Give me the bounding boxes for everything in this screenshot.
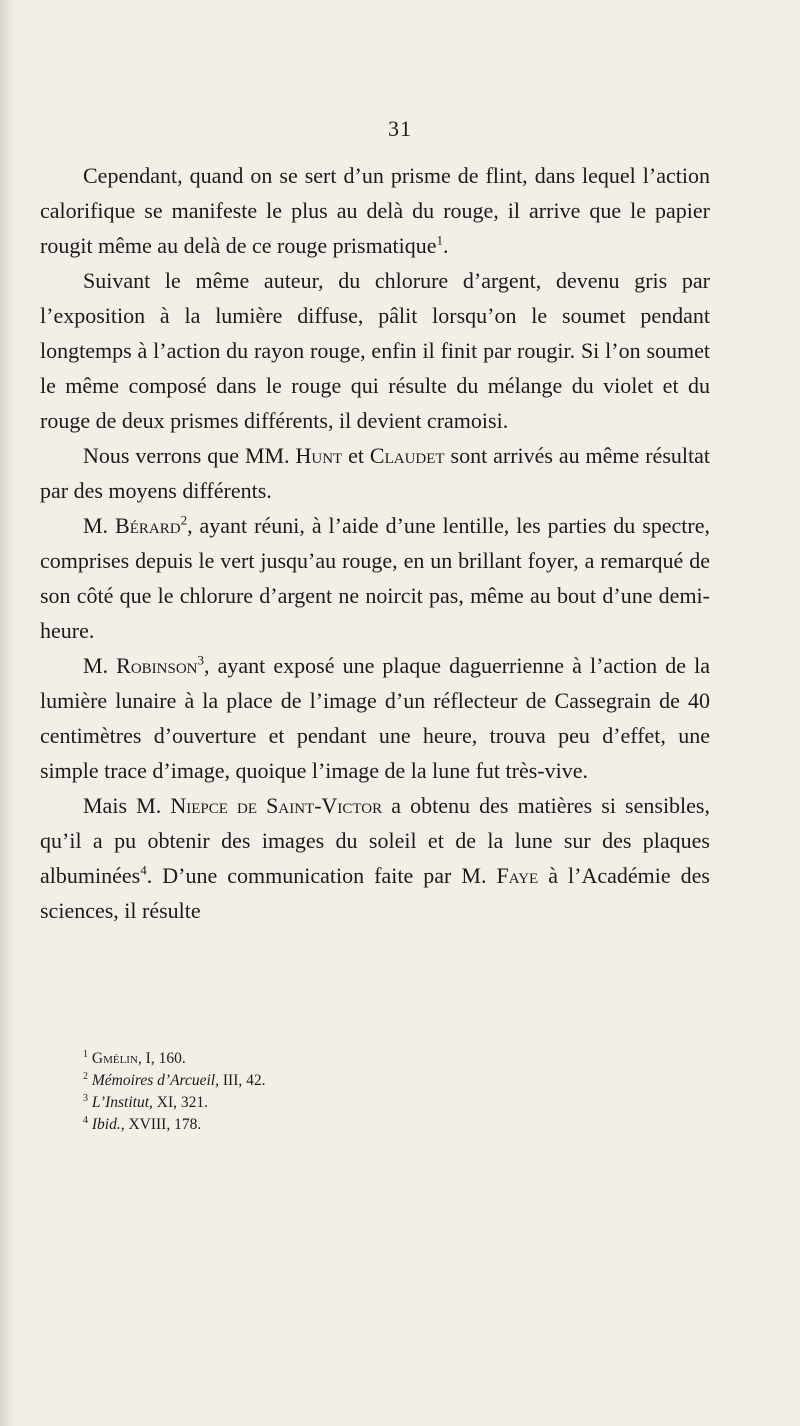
footnote-marker: 1: [436, 232, 443, 248]
footnote-marker: 4: [83, 1114, 88, 1126]
footnote-marker: 1: [83, 1048, 88, 1060]
author-name: Gmélin: [91, 1050, 138, 1067]
author-name: Claudet: [369, 443, 445, 468]
footnote: [83, 1048, 683, 1070]
paragraph: [40, 158, 710, 263]
author-name: Robinson: [116, 653, 198, 678]
text-run: , XVIII, 178.: [120, 1116, 202, 1133]
footnote-marker: 2: [180, 512, 188, 528]
footnote-marker: 3: [197, 652, 205, 668]
footnotes: [83, 1048, 683, 1136]
author-name: Niepce de Saint-Victor: [170, 793, 383, 818]
footnote: [83, 1092, 683, 1114]
author-name: Faye: [496, 863, 539, 888]
paragraph: [40, 438, 710, 508]
text-run: .: [442, 233, 449, 258]
text-run: , ayant réuni, à l’aide d’une lentille, les parties du spectre, comprises depuis le vert jusqu’au rouge, en un brillant foyer, a remarqué de son côté que le chlorure d’argent ne noircit pas, même au bout d’une demi-heure.: [40, 513, 711, 643]
text-run: Suivant le même auteur, du chlorure d’argent, devenu gris par l’exposition à la lumière diffuse, pâlit lorsqu’on le soumet pendant longtemps à l’action du rayon rouge, enfin il finit par rougir. Si l’on soumet le même composé dans le rouge qui résulte du mélange du violet et du rouge de deux prismes différents, il devient cramoisi.: [40, 268, 710, 433]
paragraph: [40, 648, 710, 788]
author-name: Bérard: [115, 513, 181, 538]
text-run: M.: [83, 513, 116, 538]
text-run: , I, 160.: [137, 1050, 186, 1067]
footnote: [83, 1070, 683, 1092]
paragraph: [40, 788, 710, 928]
work-title: Ibid.: [91, 1116, 121, 1133]
text-run: . D’une communication faite par M.: [146, 863, 497, 888]
text-run: , XI, 321.: [149, 1094, 208, 1111]
text-run: à l’Académie des sciences, il résulte: [40, 863, 710, 923]
text-run: Mais M.: [83, 793, 171, 818]
footnote: [83, 1114, 683, 1136]
paragraph: [40, 508, 710, 648]
book-spine-shadow: [0, 0, 16, 1426]
text-run: Cependant, quand on se sert d’un prisme de flint, dans lequel l’action calorifique se manifeste le plus au delà du rouge, il arrive que le papier rougit même au delà de ce rouge prismatique: [40, 163, 710, 258]
body-text: [40, 158, 710, 928]
footnote-marker: 3: [83, 1092, 88, 1104]
paragraph: [40, 263, 710, 438]
text-run: , III, 42.: [215, 1072, 266, 1089]
page-number: 31: [388, 116, 412, 141]
text-run: M.: [83, 653, 117, 678]
text-run: et: [342, 443, 370, 468]
author-name: Hunt: [295, 443, 343, 468]
footnote-marker: 4: [140, 862, 147, 878]
work-title: L’Institut: [91, 1094, 150, 1111]
text-run: a obtenu des matières si sensibles, qu’il a pu obtenir des images du soleil et de la lune sur des plaques albuminées: [40, 793, 710, 888]
work-title: Mémoires d’Arcueil: [91, 1072, 216, 1089]
text-run: Nous verrons que MM.: [83, 443, 296, 468]
footnote-marker: 2: [83, 1070, 88, 1082]
text-run: , ayant exposé une plaque daguerrienne à l’action de la lumière lunaire à la place de l’image d’un réflecteur de Cassegrain de 40 centimètres d’ouverture et pendant une heure, trouva peu d’effet, une simple trace d’image, quoique l’image de la lune fut très-vive.: [40, 653, 711, 783]
text-run: sont arrivés au même résultat par des moyens différents.: [40, 443, 710, 503]
